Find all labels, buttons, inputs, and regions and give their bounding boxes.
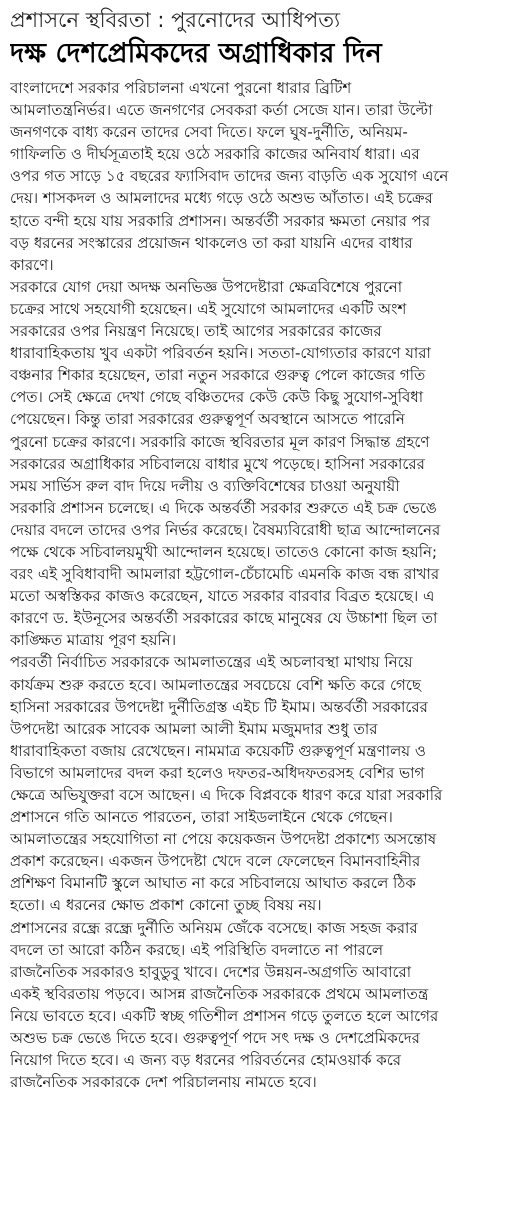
text-line: সরকারের অগ্রাধিকার সচিবালয়ে বাধার মুখে পড়েছে। হাসিনা সরকারের xyxy=(10,454,425,473)
text-line: প্রশাসনের রন্ধ্রে রন্ধ্রে দুর্নীতি অনিয়ম জেঁকে বসেছে। কাজ সহজ করার xyxy=(10,918,418,937)
text-line: সরকারের ওপর নিয়ন্ত্রণ নিয়েছে। তাই আগের সরকারের কাজের xyxy=(10,322,382,341)
text-line: ধারাবাহিকতা বজায় রেখেছেন। নামমাত্র কয়েকটি গুরুত্বপূর্ণ মন্ত্রণালয় ও xyxy=(10,741,426,760)
text-line: কার্যক্রম শুরু করতে হবে। আমলাতন্ত্রের সবচেয়ে বেশি ক্ষতি করে গেছে xyxy=(10,675,421,694)
text-line: ওপর গত সাড়ে ১৫ বছরের ফ্যাসিবাদ তাদের জন্য বাড়তি এক সুযোগ এনে xyxy=(10,167,449,186)
text-line: কারণে। xyxy=(10,255,54,274)
text-line: গাফিলতি ও দীর্ঘসূত্রতাই হয়ে ওঠে সরকারি কাজের অনিবার্য ধারা। এর xyxy=(10,145,420,164)
text-line: দেয়ার বদলে তাদের ওপর নির্ভর করেছে। বৈষম্যবিরোধী ছাত্র আন্দোলনের xyxy=(10,520,441,539)
text-line: হতো। এ ধরনের ক্ষোভ প্রকাশ কোনো তুচ্ছ বিষয় নয়। xyxy=(10,896,322,915)
article-paragraph xyxy=(10,276,515,652)
article-paragraph xyxy=(10,651,515,916)
text-line: আমলাতন্ত্রের সহযোগিতা না পেয়ে কয়েকজন উপদেষ্টা প্রকাশ্যে অসন্তোষ xyxy=(10,830,437,849)
article-paragraph xyxy=(10,917,515,1094)
text-line: মতো অস্বস্তিকর কাজও করেছেন, যাতে সরকার বারবার বিব্রত হয়েছে। এ xyxy=(10,587,435,606)
text-line: পক্ষে থেকে সচিবালয়মুখী আন্দোলন হয়েছে। তাতেও কোনো কাজ হয়নি; xyxy=(10,542,438,561)
text-line: পেত। সেই ক্ষেত্রে দেখা গেছে বঞ্চিতদের কেউ কেউ কিছু সুযোগ-সুবিধা xyxy=(10,388,424,407)
text-line: সরকারে যোগ দেয়া অদক্ষ অনভিজ্ঞ উপদেষ্টারা ক্ষেত্রবিশেষে পুরনো xyxy=(10,277,403,296)
text-line: আমলাতন্ত্রনির্ভর। এতে জনগণের সেবকরা কর্তা সেজে যান। তারা উল্টো xyxy=(10,101,433,120)
text-line: নিয়ে ভাবতে হবে। একটি স্বচ্ছ গতিশীল প্রশাসন গড়ে তুলতে হলে আগের xyxy=(10,1006,439,1025)
text-line: পুরনো চক্রের কারণে। সরকারি কাজে স্থবিরতার মূল কারণ সিদ্ধান্ত গ্রহণে xyxy=(10,432,430,451)
text-line: পরবর্তী নির্বাচিত সরকারকে আমলাতন্ত্রের এই অচলাবস্থা মাথায় নিয়ে xyxy=(10,653,413,672)
article-headline: দক্ষ দেশপ্রেমিকদের অগ্রাধিকার দিন xyxy=(10,38,382,69)
text-line: অশুভ চক্র ভেঙে দিতে হবে। গুরুত্বপূর্ণ পদে সৎ দক্ষ ও দেশপ্রেমিকদের xyxy=(10,1029,420,1048)
text-line: ধারাবাহিকতায় খুব একটা পরিবর্তন হয়নি। সততা-যোগ্যতার কারণে যারা xyxy=(10,344,431,363)
article-paragraph xyxy=(10,77,515,276)
text-line: চক্রের সাথে সহযোগী হয়েছেন। এই সুযোগে আমলাদের একটি অংশ xyxy=(10,299,407,318)
text-line: পেয়েছেন। কিন্তু তারা সরকারের গুরুত্বপূর্ণ অবস্থানে আসতে পারেনি xyxy=(10,410,405,429)
text-line: ক্ষেত্রে অভিযুক্তরা বসে আছেন। এ দিকে বিপ্লবকে ধারণ করে যারা সরকারি xyxy=(10,786,443,804)
article-kicker: প্রশাসনে স্থবিরতা : পুরনোদের আধিপত্য xyxy=(10,8,341,32)
text-line: একই স্থবিরতায় পড়বে। আসন্ন রাজনৈতিক সরকারকে প্রথমে আমলাতন্ত্র xyxy=(10,984,429,1003)
text-line: রাজনৈতিক সরকারকে দেশ পরিচালনায় নামতে হবে। xyxy=(10,1073,317,1092)
text-line: সরকারি প্রশাসন চলেছে। এ দিকে অন্তর্বর্তী সরকার শুরুতে এই চক্র ভেঙে xyxy=(10,498,437,517)
text-line: উপদেষ্টা আরেক সাবেক আমলা আলী ইমাম মজুমদার শুধু তার xyxy=(10,719,378,738)
text-line: বড় ধরনের সংস্কারের প্রয়োজন থাকলেও তা করা যায়নি এদের বাধার xyxy=(10,233,413,252)
text-line: নিয়োগ দিতে হবে। এ জন্য বড় ধরনের পরিবর্তনের হোমওয়ার্ক করে xyxy=(10,1051,402,1070)
text-line: রাজনৈতিক সরকারও হাবুডুবু খাবে। দেশের উন্নয়ন-অগ্রগতি আবারো xyxy=(10,962,412,981)
text-line: কারণে ড. ইউনূসের অন্তর্বর্তী সরকারের কাছে মানুষের যে উচ্চাশা ছিল তা xyxy=(10,609,438,628)
article-body xyxy=(10,77,515,1093)
text-line: কাঙ্ক্ষিত মাত্রায় পূরণ হয়নি। xyxy=(10,631,177,650)
text-line: বঞ্চনার শিকার হয়েছেন, তারা নতুন সরকারে গুরুত্ব পেলে কাজের গতি xyxy=(10,366,426,385)
text-line: জনগণকে বাধ্য করেন তাদের সেবা দিতে। ফলে ঘুষ-দুর্নীতি, অনিয়ম- xyxy=(10,123,408,142)
text-line: বদলে তা আরো কঠিন করছে। এই পরিস্থিতি বদলাতে না পারলে xyxy=(10,940,384,959)
text-line: হাসিনা সরকারের উপদেষ্টা দুর্নীতিগ্রস্ত এইচ টি ইমাম। অন্তর্বর্তী সরকারের xyxy=(10,697,428,716)
text-line: প্রশিক্ষণ বিমানটি স্কুলে আঘাত না করে সচিবালয়ে আঘাত করলে ঠিক xyxy=(10,874,416,893)
text-line: প্রশাসনে গতি আনতে পারতেন, তারা সাইডলাইনে থেকে গেছেন। xyxy=(10,808,393,827)
text-line: সময় সার্ভিস রুল বাদ দিয়ে দলীয় ও ব্যক্তিবিশেষের চাওয়া অনুযায়ী xyxy=(10,476,400,495)
text-line: হাতে বন্দী হয়ে যায় সরকারি প্রশাসন। অন্তর্বর্তী সরকার ক্ষমতা নেয়ার পর xyxy=(10,211,431,230)
text-line: বিভাগে আমলাদের বদল করা হলেও দফতর-অধিদফতরসহ বেশির ভাগ xyxy=(10,763,425,782)
text-line: দেয়। শাসকদল ও আমলাদের মধ্যে গড়ে ওঠে অশুভ আঁতাত। এই চক্রের xyxy=(10,189,433,208)
text-line: বরং এই সুবিধাবাদী আমলারা হট্টগোল-চেঁচামেচি এমনকি কাজ বন্ধ রাখার xyxy=(10,565,440,584)
text-line: বাংলাদেশে সরকার পরিচালনা এখনো পুরনো ধারার ব্রিটিশ xyxy=(10,79,352,97)
text-line: প্রকাশ করেছেন। একজন উপদেষ্টা খেদে বলে ফেলেছেন বিমানবাহিনীর xyxy=(10,852,421,871)
